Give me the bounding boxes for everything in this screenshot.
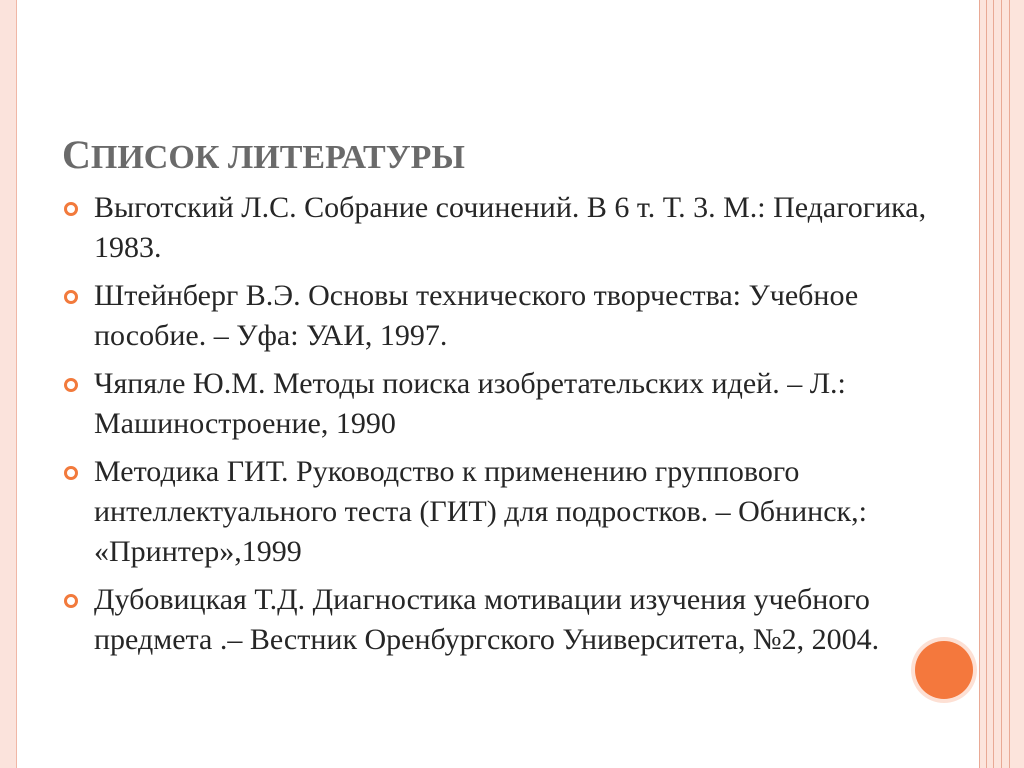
bibliography-item (62, 452, 942, 572)
bibliography-item (62, 580, 942, 660)
decorative-orange-circle (915, 641, 973, 699)
bullet-circle-icon (64, 466, 78, 480)
bibliography-item (62, 364, 942, 444)
bullet-circle-icon (64, 378, 78, 392)
right-frame-stripe (1001, 0, 1002, 768)
bibliography-item-text: Чяпяле Ю.М. Методы поиска изобретательских идей. – Л.: Машиностроение, 1990 (94, 367, 846, 440)
right-frame-stripe (993, 0, 994, 768)
bullet-circle-icon (64, 290, 78, 304)
bullet-circle-icon (64, 202, 78, 216)
bibliography-item (62, 276, 942, 356)
bullet-circle-icon (64, 594, 78, 608)
right-frame-border (979, 0, 1024, 768)
bibliography-item-text: Дубовицкая Т.Д. Диагностика мотивации изучения учебного предмета .– Вестник Оренбургского Университета, №2, 2004. (94, 583, 880, 656)
right-frame-stripe (986, 0, 987, 768)
bibliography-item-text: Методика ГИТ. Руководство к применению группового интеллектуального теста (ГИТ) для подростков. – Обнинск,: «Принтер»,1999 (94, 455, 867, 568)
bibliography-item-text: Выготский Л.С. Собрание сочинений. В 6 т. Т. 3. М.: Педагогика, 1983. (94, 191, 927, 264)
bibliography-item-text: Штейнберг В.Э. Основы технического творчества: Учебное пособие. – Уфа: УАИ, 1997. (94, 279, 859, 352)
slide-title (62, 131, 942, 179)
slide-title-initial: С (62, 131, 91, 177)
slide-title-rest: ПИСОК ЛИТЕРАТУРЫ (90, 138, 465, 176)
right-frame-stripe (1009, 0, 1010, 768)
left-frame-border (0, 0, 17, 768)
bibliography-list (62, 188, 942, 668)
bibliography-item (62, 188, 942, 268)
